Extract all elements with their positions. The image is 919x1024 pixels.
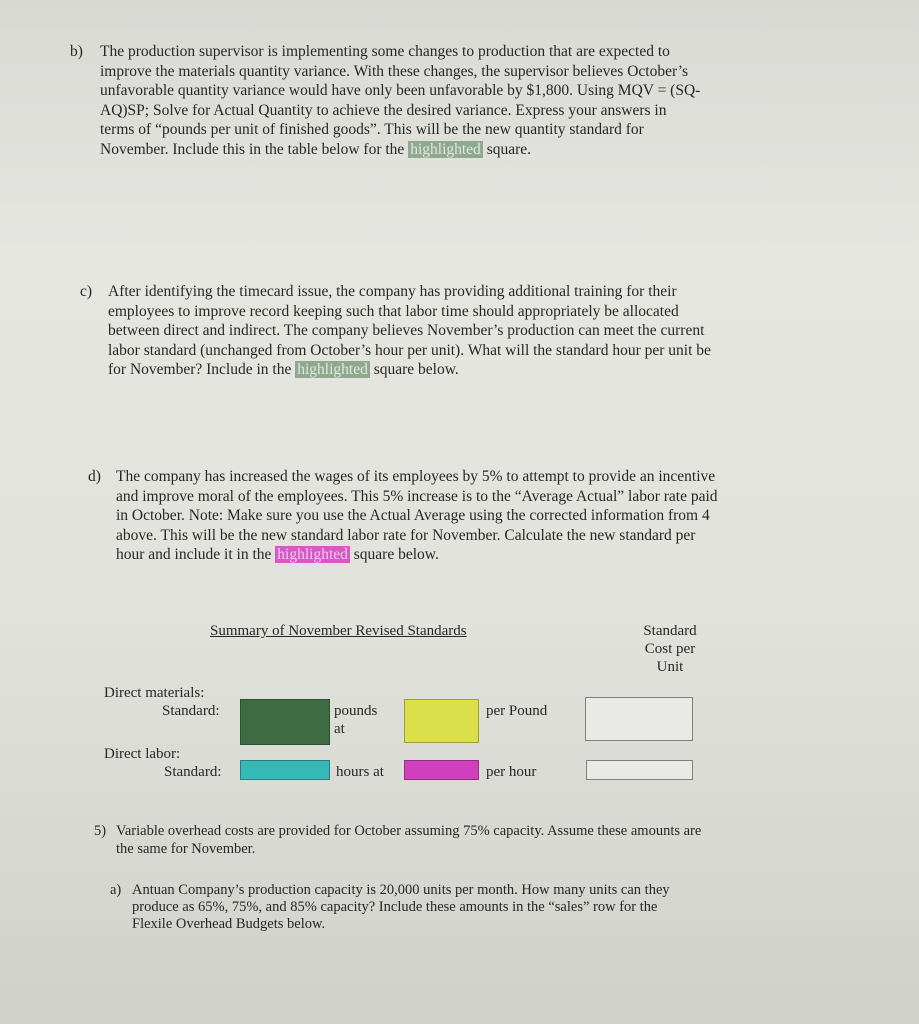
part-b-line-2: improve the materials quantity variance. With these changes, the supervisor believes October’s — [100, 62, 689, 80]
part-c-line-1: After identifying the timecard issue, the company has providing additional training for their — [108, 283, 677, 300]
part-d-line-1: The company has increased the wages of its employees by 5% to attempt to provide an incentive — [116, 468, 716, 485]
part-d-line-4: above. This will be the new standard labor rate for November. Calculate the new standard per — [116, 526, 696, 544]
materials-unit-per-pound: per Pound — [486, 703, 548, 719]
part-b-line-6: November. Include this in the table below for the highlighted square. — [100, 140, 532, 158]
part-c-marker: c) — [80, 283, 93, 300]
labor-unit-per-hour: per hour — [486, 764, 537, 780]
part-5a-line-2: produce as 65%, 75%, and 85% capacity? Include these amounts in the “sales” row for the — [132, 899, 658, 915]
part-b-line-5: terms of “pounds per unit of finished goods”. This will be the new quantity standard for — [100, 121, 644, 138]
part-5a-line-3: Flexile Overhead Budgets below. — [132, 916, 326, 932]
materials-standard-label: Standard: — [162, 703, 220, 719]
part-b-marker: b) — [70, 43, 83, 60]
standard-cost-header: Standard Cost per Unit — [643, 623, 697, 675]
part-b-line-1: The production supervisor is implementing some changes to production that are expected to — [100, 43, 670, 60]
labor-label: Direct labor: — [104, 746, 181, 762]
part-b-line-4: AQ)SP; Solve for Actual Quantity to achieve the desired variance. Express your answers in — [100, 101, 667, 119]
materials-label: Direct materials: — [104, 685, 205, 701]
labor-cost-box[interactable] — [586, 760, 693, 780]
labor-standard-label: Standard: — [164, 764, 222, 780]
part-5a-marker: a) — [110, 882, 122, 898]
part-c-line-2: employees to improve record keeping such that labor time should appropriately be allocated — [108, 302, 679, 320]
materials-price-box[interactable] — [404, 699, 479, 743]
part-5-line-2: the same for November. — [116, 841, 256, 857]
part-5-marker: 5) — [94, 823, 107, 839]
highlight-b: highlighted — [410, 140, 481, 158]
part-d-line-2: and improve moral of the employees. This 5% increase is to the “Average Actual” labor rate paid — [116, 487, 718, 505]
part-d-marker: d) — [88, 468, 101, 485]
labor-unit-hours-at: hours at — [336, 764, 384, 780]
part-5-line-1: Variable overhead costs are provided for October assuming 75% capacity. Assume these amounts are — [116, 823, 702, 839]
labor-hours-box[interactable] — [240, 760, 330, 780]
part-5a-line-1: Antuan Company’s production capacity is 20,000 units per month. How many units can they — [132, 882, 670, 898]
labor-rate-box[interactable] — [404, 760, 479, 780]
part-d-line-3: in October. Note: Make sure you use the Actual Average using the corrected information from 4 — [116, 507, 710, 524]
summary-title: Summary of November Revised Standards — [210, 623, 467, 639]
materials-cost-box[interactable] — [585, 697, 693, 741]
materials-unit-pounds: pounds at — [334, 703, 378, 737]
part-b-line-3: unfavorable quantity variance would have only been unfavorable by $1,800. Using MQV = (SQ- — [100, 82, 701, 99]
part-d-line-5: hour and include it in the highlighted square below. — [116, 546, 439, 563]
part-c-line-5: for November? Include in the highlighted square below. — [108, 361, 459, 378]
materials-quantity-box[interactable] — [240, 699, 330, 745]
highlight-c: highlighted — [297, 361, 368, 378]
part-c-line-3: between direct and indirect. The company believes November’s production can meet the current — [108, 322, 705, 339]
highlight-d: highlighted — [277, 546, 348, 563]
part-c-line-4: labor standard (unchanged from October’s hour per unit). What will the standard hour per unit be — [108, 341, 711, 359]
